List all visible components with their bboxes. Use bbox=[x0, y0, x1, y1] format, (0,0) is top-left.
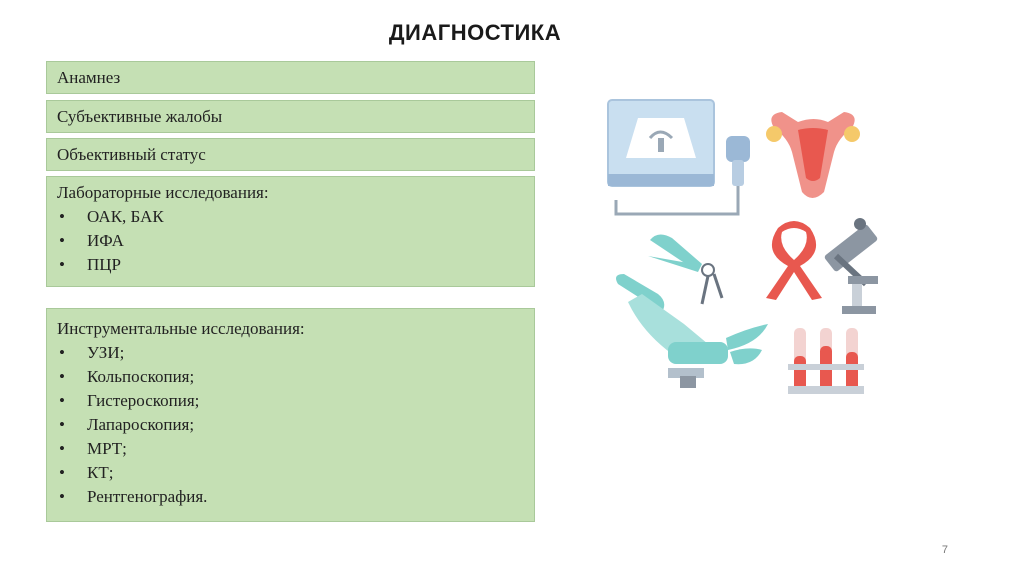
list-item: • Рентгенография. bbox=[57, 485, 524, 509]
lab-box bbox=[46, 176, 535, 287]
gynecological-chair-icon bbox=[616, 274, 768, 388]
list-item: • Лапароскопия; bbox=[57, 413, 524, 437]
anamnesis-label: Анамнез bbox=[57, 68, 121, 87]
list-item: • МРТ; bbox=[57, 437, 524, 461]
list-item: • КТ; bbox=[57, 461, 524, 485]
list-item: • ОАК, БАК bbox=[57, 205, 524, 229]
anamnesis-box bbox=[46, 61, 535, 94]
list-item: • ПЦР bbox=[57, 253, 524, 277]
awareness-ribbon-icon bbox=[766, 221, 822, 300]
status-box bbox=[46, 138, 535, 171]
list-item: • УЗИ; bbox=[57, 341, 524, 365]
speculum-icon bbox=[648, 234, 722, 304]
complaints-box bbox=[46, 100, 535, 133]
instrumental-box bbox=[46, 308, 535, 522]
list-item: • Кольпоскопия; bbox=[57, 365, 524, 389]
test-tubes-icon bbox=[788, 328, 864, 394]
lab-heading: Лабораторные исследования: bbox=[57, 183, 269, 202]
page-number: 7 bbox=[941, 544, 948, 556]
list-item: • ИФА bbox=[57, 229, 524, 253]
status-label: Объективный статус bbox=[57, 145, 206, 164]
list-item: • Гистероскопия; bbox=[57, 389, 524, 413]
instrumental-heading: Инструментальные исследования: bbox=[57, 319, 305, 338]
instrumental-list bbox=[57, 341, 524, 509]
lab-list bbox=[57, 205, 524, 277]
ultrasound-icon bbox=[608, 100, 750, 214]
slide-title: ДИАГНОСТИКА bbox=[388, 20, 562, 45]
microscope-icon bbox=[824, 218, 879, 314]
uterus-icon bbox=[766, 112, 860, 198]
medical-illustration bbox=[598, 88, 898, 408]
complaints-label: Субъективные жалобы bbox=[57, 107, 223, 126]
